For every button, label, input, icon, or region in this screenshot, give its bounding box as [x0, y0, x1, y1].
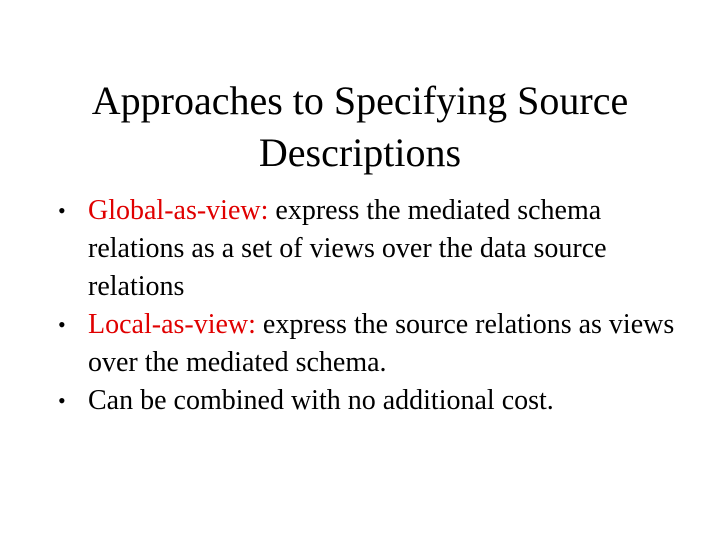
slide-title — [30, 75, 690, 179]
bullet-item-global-as-view — [58, 192, 698, 306]
bullet-marker: • — [58, 312, 66, 337]
bullet-term: Global-as-view: — [88, 195, 269, 226]
bullet-text: Can be combined with no additional cost. — [88, 385, 554, 416]
bullet-marker: • — [58, 388, 66, 413]
slide-title-line-2: Descriptions — [258, 129, 462, 175]
bullet-list — [58, 192, 698, 420]
bullet-term: Local-as-view: — [88, 309, 256, 340]
bullet-text: express the mediated schema relations as a set of views over the data source relations — [88, 195, 607, 302]
bullet-text: express the source relations as views over the mediated schema. — [88, 309, 675, 378]
slide-title-line-1: Approaches to Specifying Source — [91, 77, 629, 123]
bullet-item-local-as-view — [58, 306, 698, 382]
bullet-item-combined — [58, 382, 698, 420]
bullet-marker: • — [58, 198, 66, 223]
